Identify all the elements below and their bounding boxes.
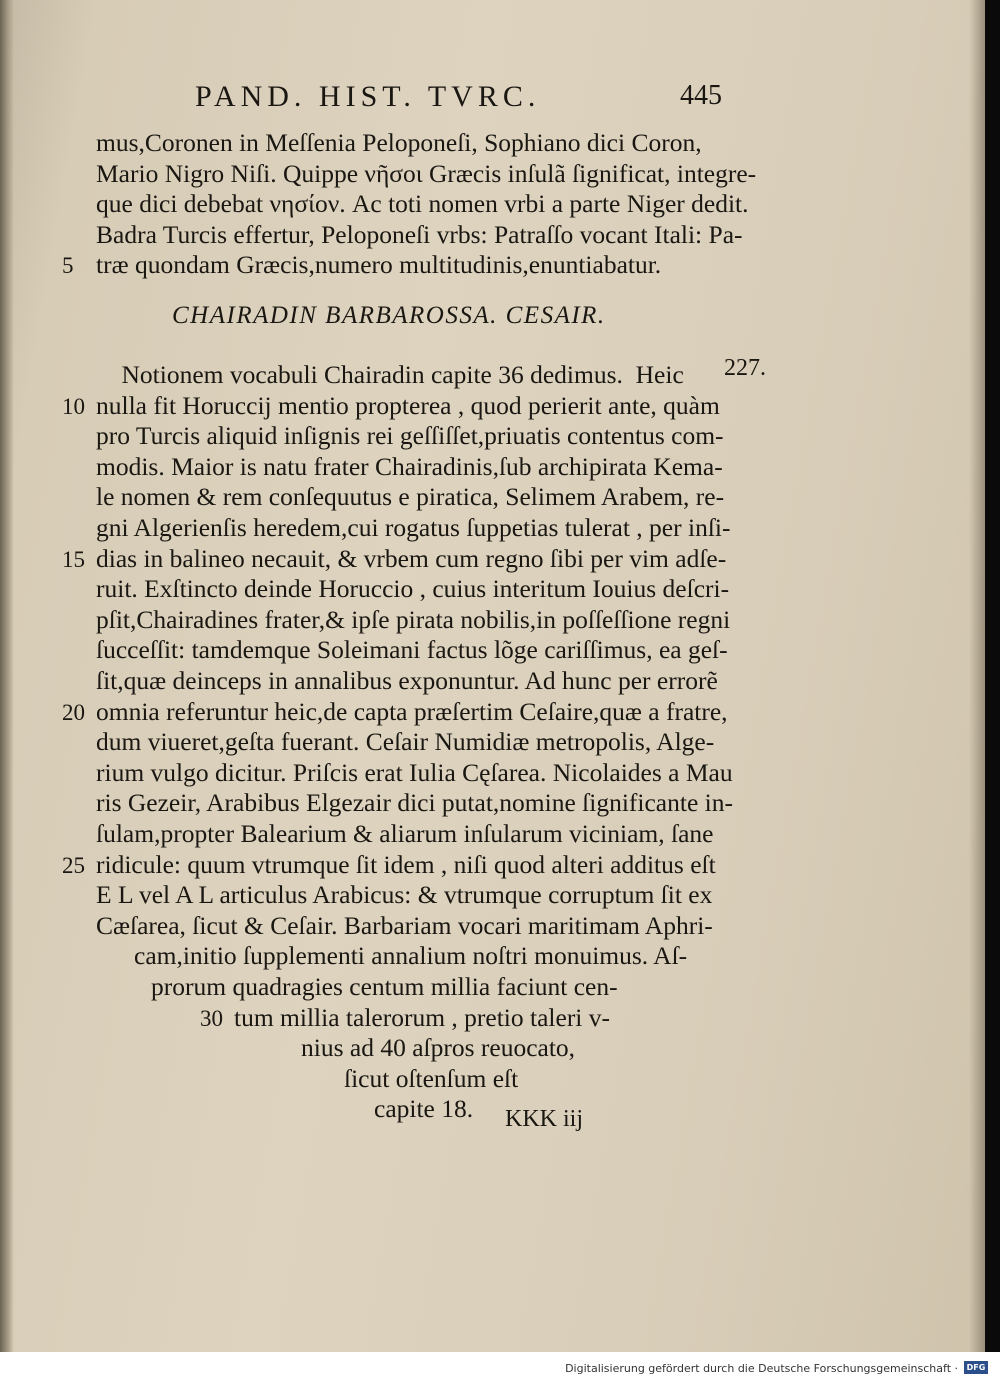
- text-line: [62, 482, 724, 511]
- text-line: [62, 391, 720, 421]
- running-head: PAND. HIST. TVRC.: [195, 80, 541, 113]
- text-line: [62, 911, 713, 940]
- text-line: [62, 819, 713, 848]
- text-line: [62, 605, 730, 634]
- line-text: Cæſarea, ſicut & Ceſair. Barbariam vocari maritimam Aphri-: [96, 910, 713, 940]
- text-line: [117, 972, 618, 1001]
- page-number: 445: [680, 80, 722, 111]
- page-spine-shadow: [0, 0, 14, 1352]
- signature-mark: KKK iij: [505, 1106, 583, 1132]
- text-line: [62, 421, 724, 450]
- text-line: [62, 666, 718, 695]
- line-text: ſucceſſit: tamdemque Soleimani factus lõge cariſſimus, ea geſ-: [96, 635, 728, 665]
- line-number: 20: [62, 699, 85, 725]
- text-line: [62, 880, 712, 909]
- text-line: [267, 1033, 575, 1062]
- text-line: [62, 574, 729, 603]
- funding-credit: Digitalisierung gefördert durch die Deutsche Forschungsgemeinschaft ·: [565, 1362, 958, 1375]
- line-text: dum viueret,geſta fuerant. Ceſair Numidiæ metropolis, Alge-: [96, 727, 715, 757]
- line-text: tum millia talerorum , pretio taleri v-: [234, 1002, 611, 1032]
- text-line: [62, 452, 723, 481]
- text-line: [62, 128, 702, 157]
- text-line: [62, 360, 684, 389]
- text-line: [340, 1094, 473, 1123]
- text-line: [62, 250, 661, 280]
- text-line: [62, 544, 726, 574]
- line-text: Notionem vocabuli Chairadin capite 36 dedimus. Heic: [96, 360, 684, 389]
- dfg-logo-icon: DFG: [964, 1361, 988, 1374]
- line-number: 10: [62, 393, 85, 419]
- text-line: [62, 189, 749, 218]
- text-line: [62, 758, 733, 787]
- line-text: gni Algerienſis heredem,cui rogatus ſuppetias tulerat , per inſi-: [96, 513, 731, 542]
- text-line: [100, 941, 687, 970]
- line-text: E L vel A L articulus Arabicus: & vtrumque corruptum ſit ex: [96, 880, 713, 910]
- section-heading: CHAIRADIN BARBAROSSA. CESAIR.: [172, 302, 606, 329]
- text-line: [200, 1003, 610, 1033]
- line-text: ſulam,propter Balearium & aliarum inſularum viciniam, ſane: [96, 819, 714, 848]
- line-text: le nomen & rem conſequutus e piratica, Selimem Arabem, re-: [96, 482, 725, 512]
- text-line: [62, 220, 743, 249]
- text-line: [62, 850, 716, 880]
- text-line: [62, 513, 731, 542]
- line-number: 15: [62, 546, 85, 572]
- text-line: [62, 697, 728, 727]
- line-text: træ quondam Græcis,numero multitudinis,enuntiabatur.: [96, 250, 662, 279]
- line-text: que dici debebat νησίον. Ac toti nomen vrbi a parte Niger dedit.: [96, 189, 749, 218]
- text-line: [62, 788, 733, 817]
- line-text: pſit,Chairadines frater,& ipſe pirata nobilis,in poſſeſſione regni: [96, 604, 731, 634]
- line-text: ridicule: quum vtrumque ſit idem , niſi quod alteri additus eſt: [96, 849, 716, 879]
- line-number: 25: [62, 852, 85, 878]
- line-text: nulla fit Horuccij mentio propterea , quod perierit ante, quàm: [96, 390, 720, 420]
- line-text: nius ad 40 aſpros reuocato,: [301, 1033, 576, 1063]
- line-text: dias in balineo necauit, & vrbem cum regno ſibi per vim adſe-: [96, 543, 727, 573]
- line-text: ris Gezeir, Arabibus Elgezair dici putat,nomine ſignificante in-: [96, 788, 733, 818]
- line-text: Badra Turcis effertur, Peloponeſi vrbs: Patraſſo vocant Itali: Pa-: [96, 219, 743, 249]
- text-line: [62, 727, 714, 756]
- line-number: 5: [62, 253, 74, 278]
- line-text: cam,initio ſupplementi annalium noſtri monuimus. Aſ-: [134, 941, 688, 971]
- text-line: [62, 635, 728, 664]
- text-line: [62, 159, 756, 188]
- text-line: [310, 1064, 518, 1093]
- line-text: ſit,quæ deinceps in annalibus exponuntur. Ad hunc per errorẽ: [96, 666, 718, 695]
- page-edge-shadow: [969, 0, 985, 1352]
- line-text: ruit. Exſtincto deinde Horuccio , cuius interitum Iouius deſcri-: [96, 574, 730, 604]
- line-text: omnia referuntur heic,de capta præſertim Ceſaire,quæ a fratre,: [96, 696, 728, 726]
- line-text: modis. Maior is natu frater Chairadinis,ſub archipirata Kema-: [96, 451, 723, 481]
- line-text: pro Turcis aliquid inſignis rei geſſiſſet,priuatis contentus com-: [96, 421, 724, 451]
- line-text: prorum quadragies centum millia faciunt cen-: [151, 972, 618, 1001]
- margin-note: 227.: [724, 355, 766, 381]
- line-text: capite 18.: [374, 1094, 474, 1124]
- line-text: Mario Nigro Niſi. Quippe νῆσοι Græcis inſulã ſignificat, integre-: [96, 158, 757, 188]
- line-text: mus,Coronen in Meſſenia Peloponeſi, Sophiano dici Coron,: [96, 128, 702, 157]
- line-text: ſicut oſtenſum eſt: [344, 1063, 519, 1093]
- line-number: 30: [200, 1005, 223, 1031]
- line-text: rium vulgo dicitur. Priſcis erat Iulia Cęſarea. Nicolaides a Mau: [96, 757, 733, 787]
